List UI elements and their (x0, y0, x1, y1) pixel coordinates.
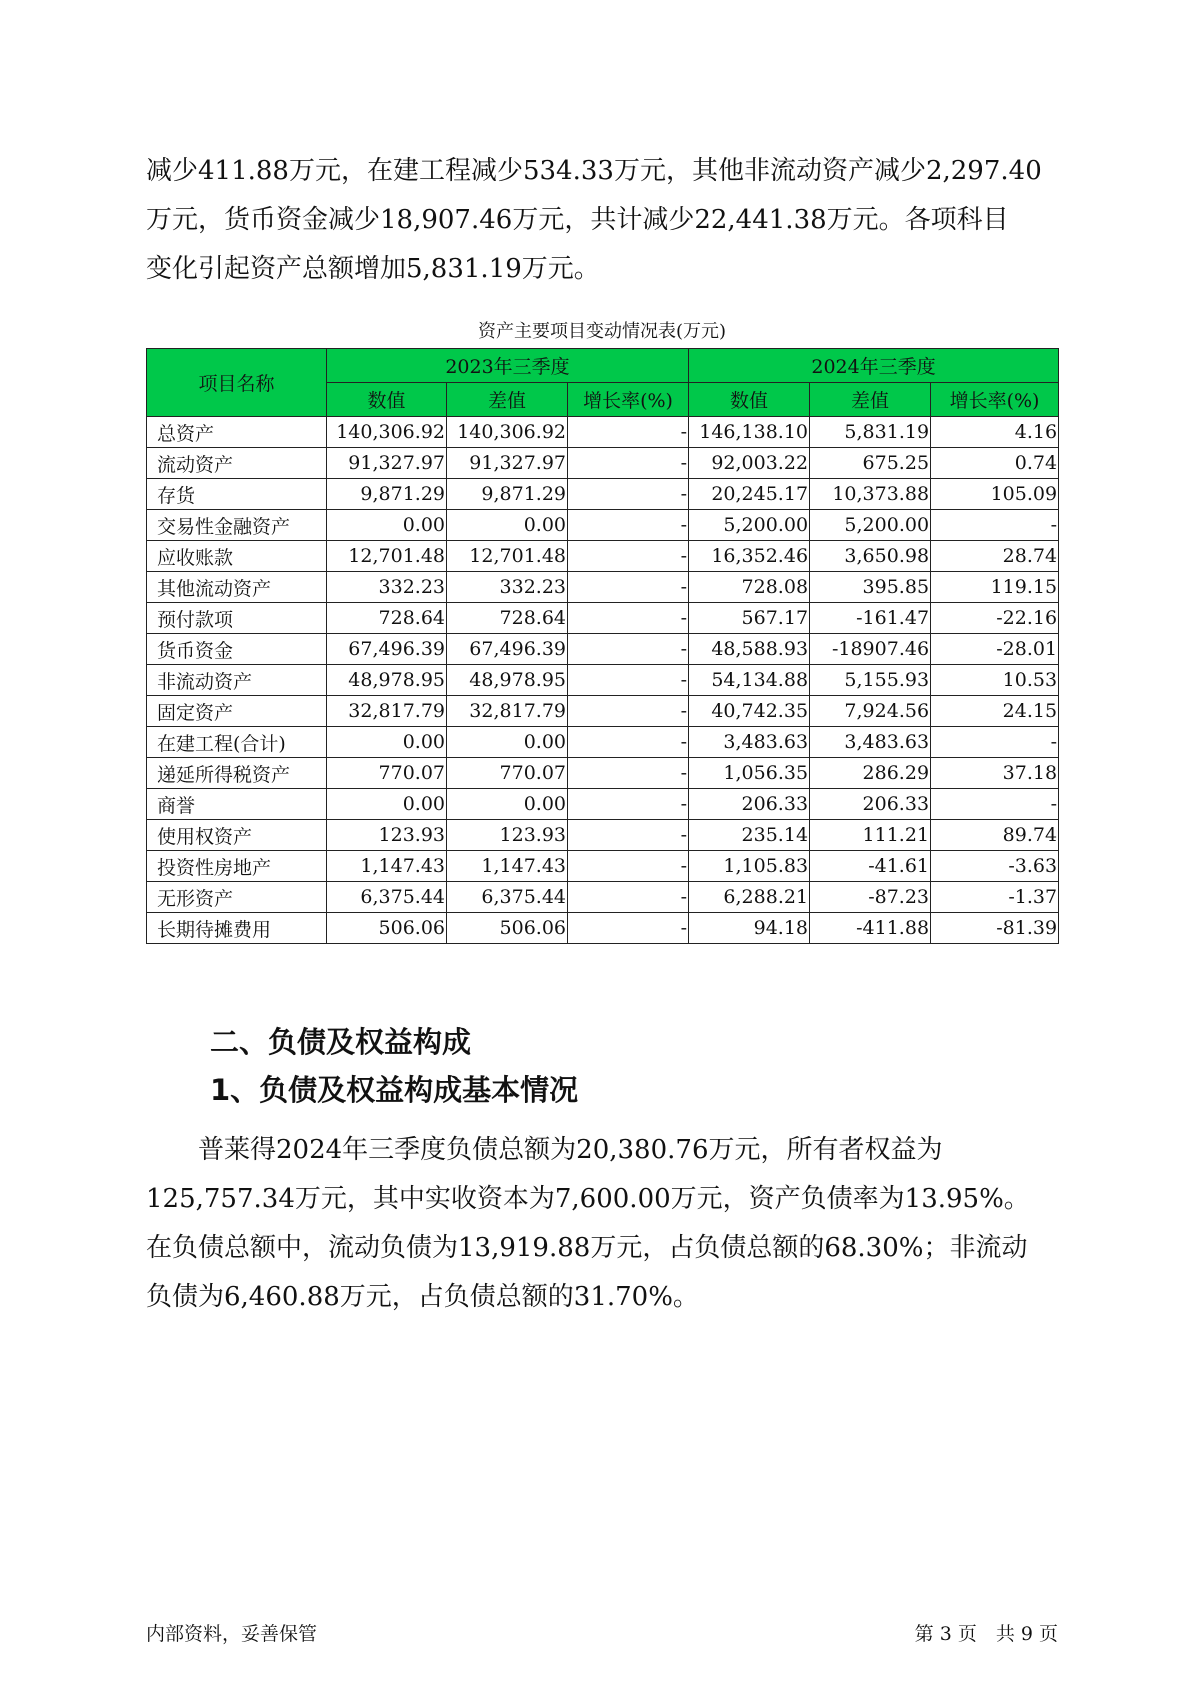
growth-2023-cell: - (568, 758, 689, 789)
header-growth-2024: 增长率(%) (931, 383, 1059, 417)
table-row (147, 417, 1059, 448)
diff-2024-cell: 5,831.19 (810, 417, 931, 448)
table-caption: 资产主要项目变动情况表(万元) (477, 321, 727, 342)
value-2024-cell: 6,288.21 (689, 882, 810, 913)
growth-2023-cell: - (568, 913, 689, 944)
diff-2024-cell: 7,924.56 (810, 696, 931, 727)
value-2024-cell: 3,483.63 (689, 727, 810, 758)
growth-2023-cell: - (568, 479, 689, 510)
value-2023-cell: 506.06 (327, 913, 447, 944)
growth-2023-cell: - (568, 665, 689, 696)
value-2023-cell: 67,496.39 (327, 634, 447, 665)
table-row (147, 820, 1059, 851)
diff-2024-cell: 5,155.93 (810, 665, 931, 696)
intro-paragraph (146, 147, 1046, 294)
diff-2024-cell: 395.85 (810, 572, 931, 603)
growth-2024-cell: -1.37 (931, 882, 1059, 913)
liability-line: 负债为6,460.88万元，占负债总额的31.70%。 (146, 1282, 699, 1312)
diff-2024-cell: -41.61 (810, 851, 931, 882)
value-2024-cell: 54,134.88 (689, 665, 810, 696)
value-2023-cell: 1,147.43 (327, 851, 447, 882)
diff-2024-cell: 286.29 (810, 758, 931, 789)
header-diff-2023: 差值 (447, 383, 568, 417)
growth-2024-cell: -3.63 (931, 851, 1059, 882)
value-2023-cell: 770.07 (327, 758, 447, 789)
table-row (147, 696, 1059, 727)
diff-2023-cell: 1,147.43 (447, 851, 568, 882)
table-header-row (147, 349, 1059, 383)
value-2024-cell: 5,200.00 (689, 510, 810, 541)
intro-line: 变化引起资产总额增加5,831.19万元。 (146, 254, 600, 284)
value-2024-cell: 92,003.22 (689, 448, 810, 479)
growth-2023-cell: - (568, 820, 689, 851)
row-name-cell: 投资性房地产 (147, 851, 327, 882)
row-name-cell: 非流动资产 (147, 665, 327, 696)
row-name-cell: 货币资金 (147, 634, 327, 665)
value-2023-cell: 728.64 (327, 603, 447, 634)
footer-page-number: 第 3 页 共 9 页 (914, 1623, 1058, 1645)
value-2023-cell: 6,375.44 (327, 882, 447, 913)
row-name-cell: 长期待摊费用 (147, 913, 327, 944)
diff-2023-cell: 332.23 (447, 572, 568, 603)
liability-line: 普莱得2024年三季度负债总额为20,380.76万元，所有者权益为 (146, 1135, 943, 1165)
value-2023-cell: 0.00 (327, 727, 447, 758)
diff-2023-cell: 9,871.29 (447, 479, 568, 510)
table-row (147, 913, 1059, 944)
table-row (147, 882, 1059, 913)
growth-2024-cell: - (931, 510, 1059, 541)
value-2024-cell: 16,352.46 (689, 541, 810, 572)
row-name-cell: 存货 (147, 479, 327, 510)
growth-2024-cell: - (931, 789, 1059, 820)
row-name-cell: 递延所得税资产 (147, 758, 327, 789)
header-period-2023: 2023年三季度 (327, 349, 689, 383)
growth-2023-cell: - (568, 882, 689, 913)
growth-2023-cell: - (568, 696, 689, 727)
growth-2023-cell: - (568, 789, 689, 820)
header-diff-2024: 差值 (810, 383, 931, 417)
diff-2023-cell: 728.64 (447, 603, 568, 634)
growth-2024-cell: 105.09 (931, 479, 1059, 510)
diff-2024-cell: 10,373.88 (810, 479, 931, 510)
value-2024-cell: 146,138.10 (689, 417, 810, 448)
header-item-name: 项目名称 (147, 349, 327, 417)
subsection-heading: 1、负债及权益构成基本情况 (210, 1073, 579, 1107)
header-period-2024: 2024年三季度 (689, 349, 1059, 383)
header-value-2024: 数值 (689, 383, 810, 417)
row-name-cell: 流动资产 (147, 448, 327, 479)
growth-2024-cell: 37.18 (931, 758, 1059, 789)
diff-2024-cell: 3,650.98 (810, 541, 931, 572)
growth-2024-cell: 10.53 (931, 665, 1059, 696)
row-name-cell: 使用权资产 (147, 820, 327, 851)
table-body (147, 417, 1059, 944)
value-2024-cell: 1,105.83 (689, 851, 810, 882)
header-growth-2023: 增长率(%) (568, 383, 689, 417)
row-name-cell: 在建工程(合计) (147, 727, 327, 758)
table-row (147, 572, 1059, 603)
value-2023-cell: 12,701.48 (327, 541, 447, 572)
table-row (147, 510, 1059, 541)
diff-2024-cell: -411.88 (810, 913, 931, 944)
table-row (147, 727, 1059, 758)
growth-2024-cell: 28.74 (931, 541, 1059, 572)
diff-2024-cell: -87.23 (810, 882, 931, 913)
growth-2023-cell: - (568, 851, 689, 882)
growth-2024-cell: - (931, 727, 1059, 758)
diff-2024-cell: 111.21 (810, 820, 931, 851)
value-2023-cell: 0.00 (327, 510, 447, 541)
growth-2023-cell: - (568, 541, 689, 572)
diff-2024-cell: -161.47 (810, 603, 931, 634)
diff-2024-cell: -18907.46 (810, 634, 931, 665)
liability-line: 在负债总额中，流动负债为13,919.88万元，占负债总额的68.30%；非流动 (146, 1233, 1028, 1263)
value-2024-cell: 235.14 (689, 820, 810, 851)
diff-2023-cell: 12,701.48 (447, 541, 568, 572)
table-row (147, 448, 1059, 479)
growth-2024-cell: 4.16 (931, 417, 1059, 448)
growth-2023-cell: - (568, 634, 689, 665)
value-2023-cell: 91,327.97 (327, 448, 447, 479)
diff-2023-cell: 32,817.79 (447, 696, 568, 727)
row-name-cell: 其他流动资产 (147, 572, 327, 603)
diff-2023-cell: 140,306.92 (447, 417, 568, 448)
row-name-cell: 固定资产 (147, 696, 327, 727)
growth-2023-cell: - (568, 603, 689, 634)
diff-2024-cell: 206.33 (810, 789, 931, 820)
table-row (147, 758, 1059, 789)
diff-2023-cell: 123.93 (447, 820, 568, 851)
growth-2024-cell: -22.16 (931, 603, 1059, 634)
diff-2023-cell: 0.00 (447, 727, 568, 758)
row-name-cell: 应收账款 (147, 541, 327, 572)
growth-2023-cell: - (568, 572, 689, 603)
diff-2023-cell: 91,327.97 (447, 448, 568, 479)
value-2023-cell: 332.23 (327, 572, 447, 603)
diff-2024-cell: 675.25 (810, 448, 931, 479)
diff-2024-cell: 3,483.63 (810, 727, 931, 758)
value-2023-cell: 140,306.92 (327, 417, 447, 448)
diff-2023-cell: 48,978.95 (447, 665, 568, 696)
diff-2023-cell: 0.00 (447, 789, 568, 820)
value-2023-cell: 9,871.29 (327, 479, 447, 510)
value-2023-cell: 0.00 (327, 789, 447, 820)
value-2024-cell: 48,588.93 (689, 634, 810, 665)
footer-confidential-note: 内部资料，妥善保管 (146, 1623, 318, 1645)
table-row (147, 851, 1059, 882)
growth-2024-cell: 119.15 (931, 572, 1059, 603)
growth-2024-cell: -28.01 (931, 634, 1059, 665)
value-2024-cell: 94.18 (689, 913, 810, 944)
value-2024-cell: 567.17 (689, 603, 810, 634)
diff-2023-cell: 67,496.39 (447, 634, 568, 665)
value-2024-cell: 728.08 (689, 572, 810, 603)
growth-2024-cell: 0.74 (931, 448, 1059, 479)
growth-2024-cell: 24.15 (931, 696, 1059, 727)
section-heading: 二、负债及权益构成 (210, 1025, 472, 1059)
row-name-cell: 交易性金融资产 (147, 510, 327, 541)
value-2024-cell: 20,245.17 (689, 479, 810, 510)
intro-line: 万元，货币资金减少18,907.46万元，共计减少22,441.38万元。各项科目 (146, 205, 1009, 235)
growth-2024-cell: 89.74 (931, 820, 1059, 851)
table-row (147, 665, 1059, 696)
table-row (147, 634, 1059, 665)
liability-paragraph (146, 1126, 1046, 1322)
growth-2024-cell: -81.39 (931, 913, 1059, 944)
value-2023-cell: 32,817.79 (327, 696, 447, 727)
liability-line: 125,757.34万元，其中实收资本为7,600.00万元，资产负债率为13.95%。 (146, 1184, 1030, 1214)
growth-2023-cell: - (568, 417, 689, 448)
header-value-2023: 数值 (327, 383, 447, 417)
row-name-cell: 无形资产 (147, 882, 327, 913)
table-row (147, 479, 1059, 510)
intro-line: 减少411.88万元，在建工程减少534.33万元，其他非流动资产减少2,297.40 (146, 156, 1042, 186)
diff-2024-cell: 5,200.00 (810, 510, 931, 541)
table-row (147, 541, 1059, 572)
table-row (147, 603, 1059, 634)
table-row (147, 789, 1059, 820)
diff-2023-cell: 6,375.44 (447, 882, 568, 913)
row-name-cell: 总资产 (147, 417, 327, 448)
value-2024-cell: 1,056.35 (689, 758, 810, 789)
growth-2023-cell: - (568, 727, 689, 758)
value-2024-cell: 206.33 (689, 789, 810, 820)
value-2023-cell: 123.93 (327, 820, 447, 851)
value-2024-cell: 40,742.35 (689, 696, 810, 727)
row-name-cell: 预付款项 (147, 603, 327, 634)
diff-2023-cell: 506.06 (447, 913, 568, 944)
diff-2023-cell: 770.07 (447, 758, 568, 789)
row-name-cell: 商誉 (147, 789, 327, 820)
growth-2023-cell: - (568, 510, 689, 541)
diff-2023-cell: 0.00 (447, 510, 568, 541)
value-2023-cell: 48,978.95 (327, 665, 447, 696)
assets-change-table (146, 348, 1059, 944)
growth-2023-cell: - (568, 448, 689, 479)
